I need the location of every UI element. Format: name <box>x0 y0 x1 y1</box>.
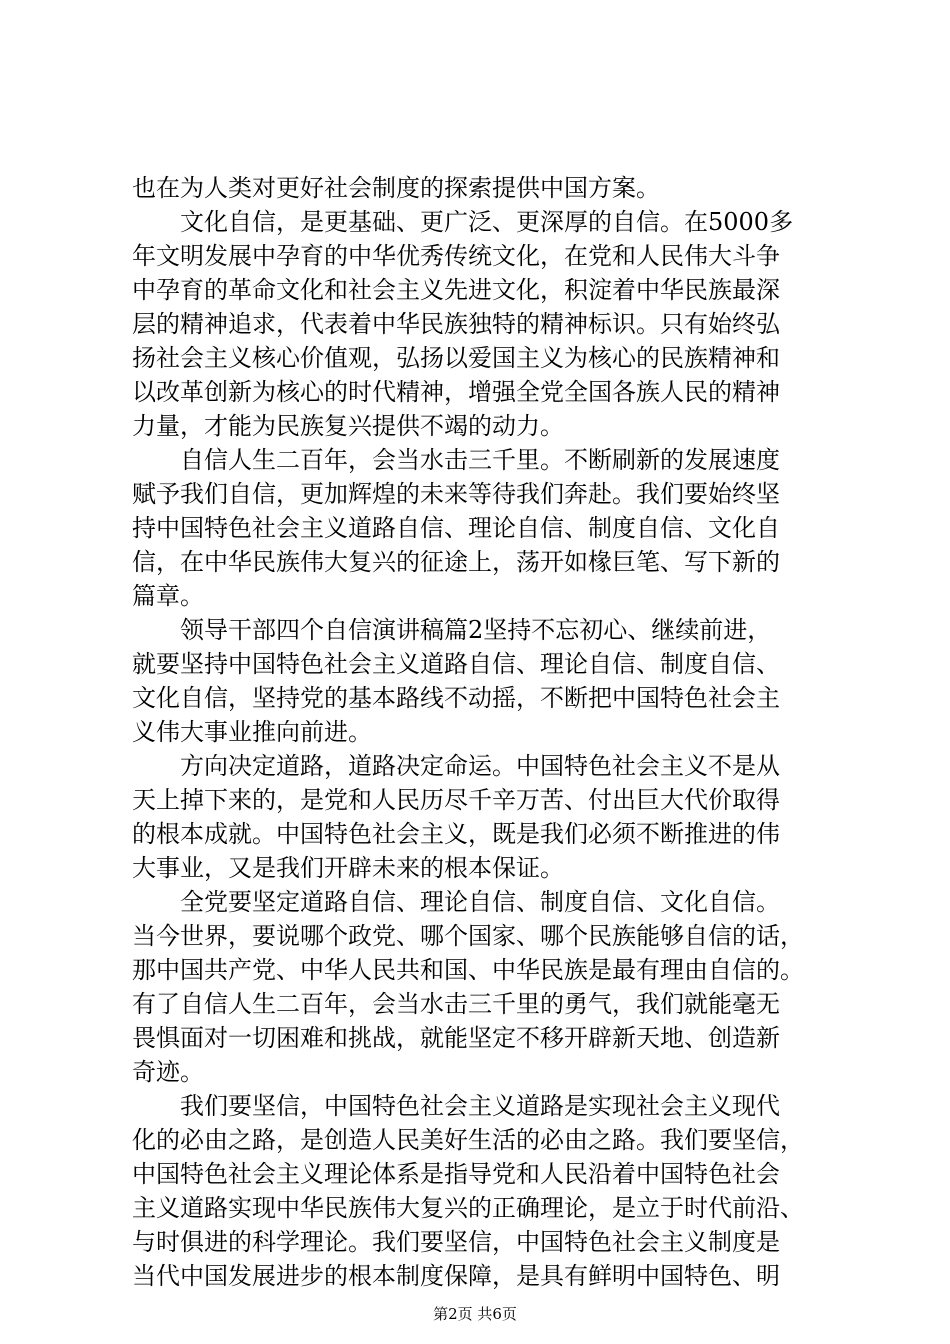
text-line: 年文明发展中孕育的中华优秀传统文化，在党和人民伟大斗争 <box>132 242 780 270</box>
text-line: 与时俱进的科学理论。我们要坚信，中国特色社会主义制度是 <box>132 1228 780 1256</box>
text-line: 自信人生二百年，会当水击三千里。不断刷新的发展速度 <box>180 446 780 474</box>
text-line: 中孕育的革命文化和社会主义先进文化，积淀着中华民族最深 <box>132 276 780 304</box>
text-line: 就要坚持中国特色社会主义道路自信、理论自信、制度自信、 <box>132 650 780 678</box>
text-line: 文化自信，是更基础、更广泛、更深厚的自信。在5000多 <box>180 208 794 236</box>
text-line: 的根本成就。中国特色社会主义，既是我们必须不断推进的伟 <box>132 820 780 848</box>
text-line: 赋予我们自信，更加辉煌的未来等待我们奔赴。我们要始终坚 <box>132 480 780 508</box>
text-line: 化的必由之路，是创造人民美好生活的必由之路。我们要坚信， <box>132 1126 804 1154</box>
text-line: 文化自信，坚持党的基本路线不动摇，不断把中国特色社会主 <box>132 684 780 712</box>
text-line: 中国特色社会主义理论体系是指导党和人民沿着中国特色社会 <box>132 1160 780 1188</box>
text-line: 当代中国发展进步的根本制度保障，是具有鲜明中国特色、明 <box>132 1262 780 1290</box>
text-line: 全党要坚定道路自信、理论自信、制度自信、文化自信。 <box>180 888 780 916</box>
text-line: 层的精神追求，代表着中华民族独特的精神标识。只有始终弘 <box>132 310 780 338</box>
text-line: 方向决定道路，道路决定命运。中国特色社会主义不是从 <box>180 752 780 780</box>
page-number-footer: 第2页 共6页 <box>433 1305 517 1323</box>
text-line: 篇章。 <box>132 582 204 610</box>
text-line: 奇迹。 <box>132 1058 204 1086</box>
text-line: 畏惧面对一切困难和挑战，就能坚定不移开辟新天地、创造新 <box>132 1024 780 1052</box>
text-line: 主义道路实现中华民族伟大复兴的正确理论，是立于时代前沿、 <box>132 1194 804 1222</box>
text-line: 有了自信人生二百年，会当水击三千里的勇气，我们就能毫无 <box>132 990 780 1018</box>
text-line: 领导干部四个自信演讲稿篇2坚持不忘初心、继续前进， <box>180 616 772 644</box>
text-line: 以改革创新为核心的时代精神，增强全党全国各族人民的精神 <box>132 378 780 406</box>
text-line: 持中国特色社会主义道路自信、理论自信、制度自信、文化自 <box>132 514 780 542</box>
text-line: 大事业，又是我们开辟未来的根本保证。 <box>132 854 564 882</box>
text-line: 力量，才能为民族复兴提供不竭的动力。 <box>132 412 564 440</box>
text-line: 天上掉下来的，是党和人民历尽千辛万苦、付出巨大代价取得 <box>132 786 780 814</box>
text-line: 扬社会主义核心价值观，弘扬以爱国主义为核心的民族精神和 <box>132 344 780 372</box>
text-line: 那中国共产党、中华人民共和国、中华民族是最有理由自信的。 <box>132 956 804 984</box>
text-line: 义伟大事业推向前进。 <box>132 718 372 746</box>
text-line: 我们要坚信，中国特色社会主义道路是实现社会主义现代 <box>180 1092 780 1120</box>
text-line: 信，在中华民族伟大复兴的征途上，荡开如椽巨笔、写下新的 <box>132 548 780 576</box>
text-line: 也在为人类对更好社会制度的探索提供中国方案。 <box>132 174 660 202</box>
text-line: 当今世界，要说哪个政党、哪个国家、哪个民族能够自信的话， <box>132 922 804 950</box>
